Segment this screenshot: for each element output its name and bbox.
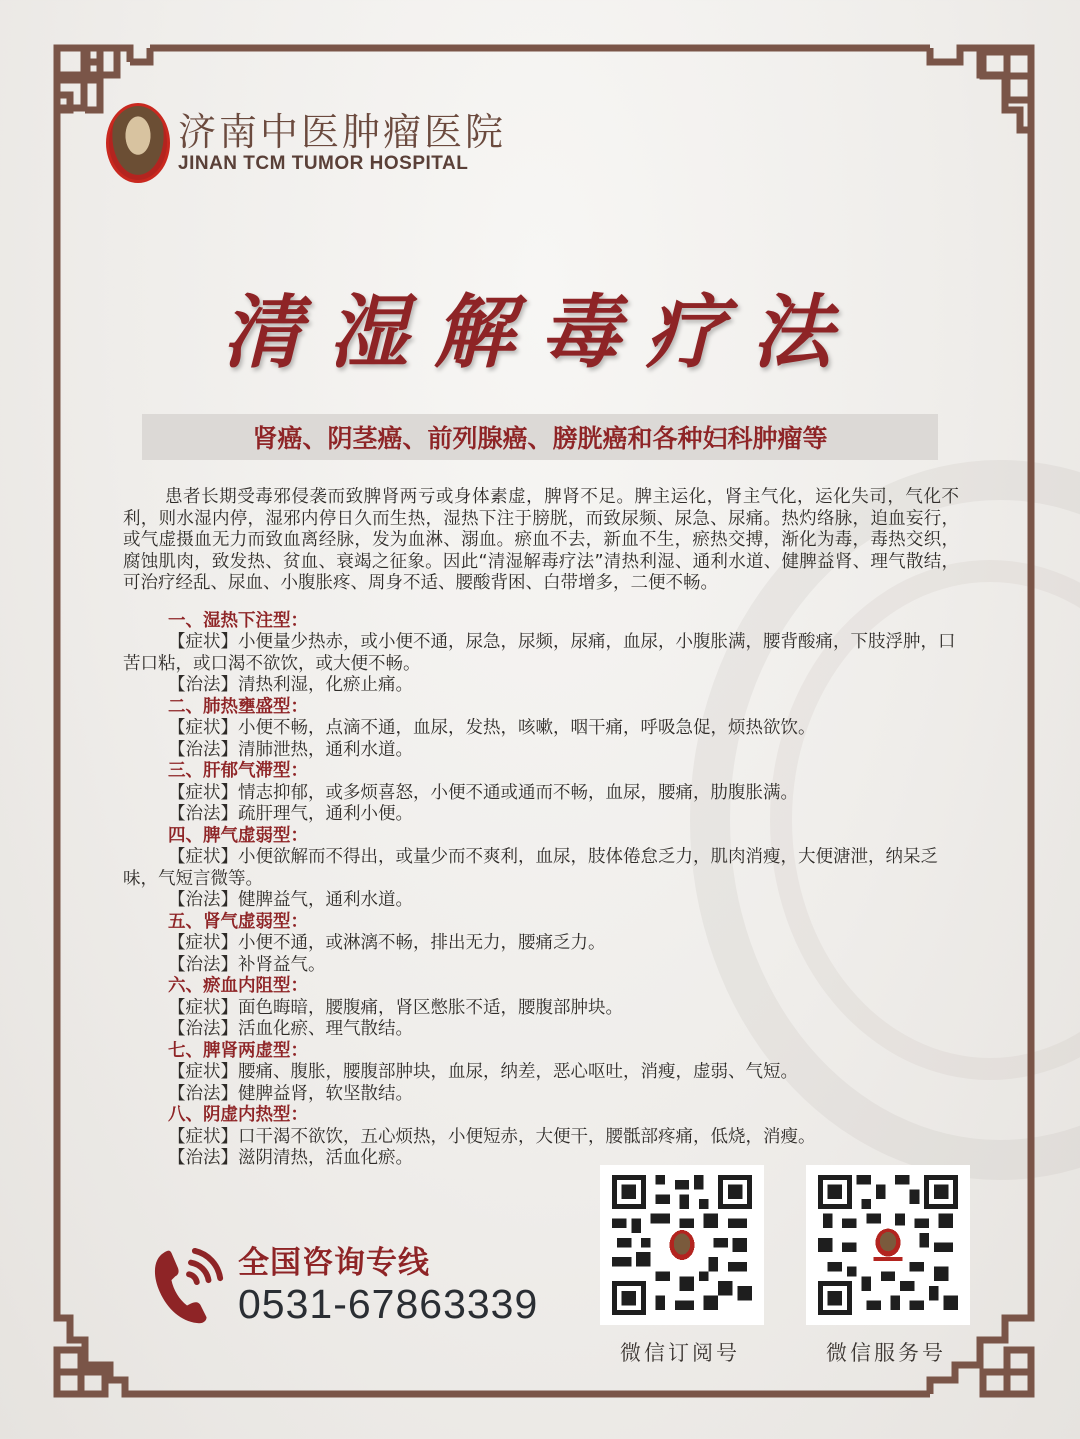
section-title: 五、肾气虚弱型： bbox=[168, 911, 308, 932]
section-title: 三、肝郁气滞型： bbox=[168, 761, 308, 781]
treatment-text: 【治法】健脾益肾，软坚散结。 bbox=[168, 1083, 413, 1104]
hospital-name-cn: 济南中医肿瘤医院 bbox=[178, 110, 507, 154]
qr-label-subscription: 微信订阅号 bbox=[620, 1341, 740, 1365]
section-2 bbox=[123, 697, 959, 762]
hotline-label: 全国咨询专线 bbox=[238, 1245, 430, 1281]
qr-code-icon bbox=[816, 1175, 960, 1315]
treatment-text: 【治法】清热利湿，化瘀止痛。 bbox=[168, 675, 413, 695]
symptoms-text: 【症状】面色晦暗，腰腹痛，肾区憋胀不适，腰腹部肿块。 bbox=[168, 997, 623, 1018]
symptoms-text: 【症状】情志抑郁，或多烦喜怒，小便不通或通而不畅，血尿，腰痛，肋腹胀满。 bbox=[168, 782, 798, 803]
symptoms-text: 【症状】口干渴不欲饮，五心烦热，小便短赤，大便干，腰骶部疼痛，低烧，消瘦。 bbox=[168, 1126, 816, 1147]
wechat-subscription-qr-code[interactable] bbox=[600, 1165, 764, 1325]
treatment-text: 【治法】补肾益气。 bbox=[168, 954, 326, 975]
section-6 bbox=[123, 976, 959, 1041]
treatment-text: 【治法】清肺泄热，通利水道。 bbox=[168, 739, 413, 760]
symptoms-text: 【症状】小便欲解而不得出，或量少而不爽利，血尿，肢体倦怠乏力，肌肉消瘦，大便溏泄，纳呆乏味，气短言微等。 bbox=[123, 847, 938, 889]
symptoms-text: 【症状】小便量少热赤，或小便不通，尿急，尿频，尿痛，血尿，小腹胀满，腰背酸痛，下肢浮肿，口苦口粘，或口渴不欲饮，或大便不畅。 bbox=[123, 632, 956, 674]
section-8 bbox=[123, 1105, 959, 1170]
qr-label-service: 微信服务号 bbox=[826, 1341, 946, 1365]
section-7 bbox=[123, 1041, 959, 1106]
symptoms-text: 【症状】腰痛、腹胀，腰腹部肿块，血尿，纳差，恶心呕吐，消瘦，虚弱、气短。 bbox=[168, 1062, 798, 1082]
treatment-text: 【治法】滋阴清热，活血化瘀。 bbox=[168, 1148, 413, 1168]
section-1 bbox=[123, 611, 959, 697]
phone-icon bbox=[150, 1245, 228, 1327]
symptoms-text: 【症状】小便不通，或淋漓不畅，排出无力，腰痛乏力。 bbox=[168, 933, 606, 953]
section-title: 七、脾肾两虚型： bbox=[168, 1040, 308, 1061]
section-title: 八、阴虚内热型： bbox=[168, 1105, 308, 1125]
section-title: 一、湿热下注型： bbox=[168, 610, 308, 631]
hospital-logo bbox=[106, 103, 506, 183]
section-title: 六、瘀血内阻型： bbox=[168, 976, 308, 996]
qr-code-icon bbox=[610, 1175, 754, 1315]
intro-paragraph: 患者长期受毒邪侵袭而致脾肾两亏或身体素虚，脾肾不足。脾主运化，肾主气化，运化失司，气化不利，则水湿内停，湿邪内停日久而生热，湿热下注于膀胱，而致尿频、尿急、尿痛。热灼络脉，迫血妄行，或气虚摄血无力而致血离经脉，发为血淋、溺血。瘀血不去，新血不生，瘀热交搏，渐化为毒，毒热交织，腐蚀肌肉，致发热、贫血、衰竭之征象。因此“清湿解毒疗法”清热利湿、通利水道、健脾益肾、理气散结，可治疗经乱、尿血、小腹胀疼、周身不适、腰酸背困、白带增多，二便不畅。 bbox=[123, 487, 959, 593]
section-title: 四、脾气虚弱型： bbox=[168, 825, 308, 846]
treatment-text: 【治法】活血化瘀、理气散结。 bbox=[168, 1019, 413, 1039]
treatment-text: 【治法】疏肝理气，通利小便。 bbox=[168, 804, 413, 824]
treatment-text: 【治法】健脾益气，通利水道。 bbox=[168, 890, 413, 910]
wechat-service-qr-code[interactable] bbox=[806, 1165, 970, 1325]
hospital-name-en: JINAN TCM TUMOR HOSPITAL bbox=[178, 153, 469, 174]
section-title: 二、肺热壅盛型： bbox=[168, 696, 308, 717]
section-3 bbox=[123, 761, 959, 826]
section-5 bbox=[123, 912, 959, 977]
article-body bbox=[123, 487, 959, 1170]
hotline-number[interactable]: 0531-67863339 bbox=[238, 1281, 539, 1327]
symptoms-text: 【症状】小便不畅，点滴不通，血尿，发热，咳嗽，咽干痛，呼吸急促，烦热欲饮。 bbox=[168, 718, 816, 738]
consultation-hotline bbox=[150, 1245, 538, 1327]
founder-portrait-icon bbox=[106, 103, 170, 183]
page-title: 清湿解毒疗法 bbox=[222, 285, 858, 379]
indications-banner: 肾癌、阴茎癌、前列腺癌、膀胱癌和各种妇科肿瘤等 bbox=[142, 414, 938, 460]
section-4 bbox=[123, 826, 959, 912]
